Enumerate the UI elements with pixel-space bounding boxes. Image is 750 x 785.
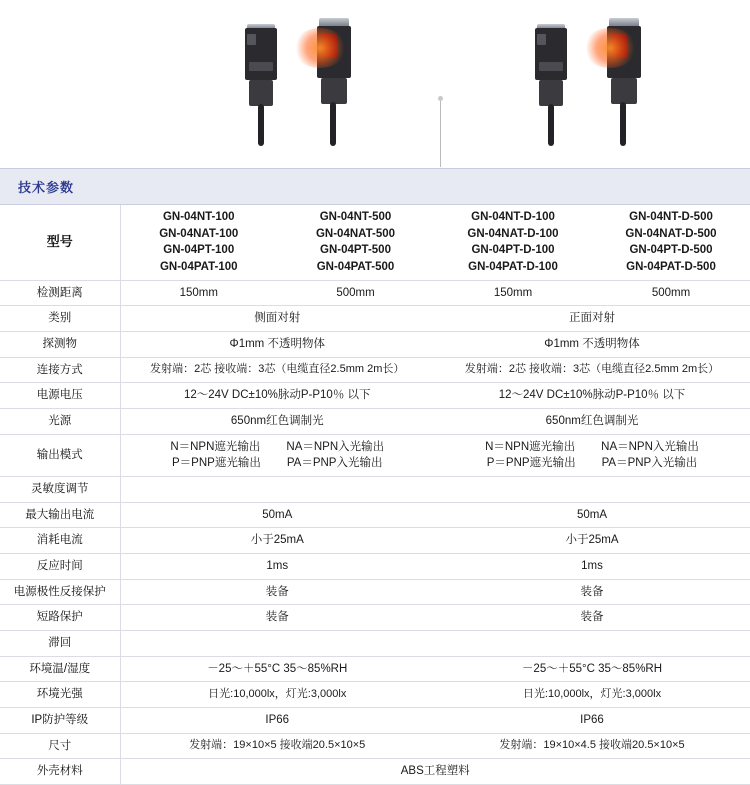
model-name: GN-04PT-100 xyxy=(163,244,235,257)
cell-value-output-left xyxy=(120,434,434,476)
table-row xyxy=(0,605,750,631)
cell-value: 小于25mA xyxy=(434,528,750,554)
model-cell-4 xyxy=(592,205,750,280)
row-label: 反应时间 xyxy=(0,554,120,580)
cell-value: 正面对射 xyxy=(434,306,750,332)
row-label: 短路保护 xyxy=(0,605,120,631)
row-label: 电源电压 xyxy=(0,383,120,409)
model-cell-2 xyxy=(277,205,434,280)
table-row xyxy=(0,477,750,503)
row-label: 最大输出电流 xyxy=(0,502,120,528)
cell-value: 发射端：19×10×4.5 接收端20.5×10×5 xyxy=(434,733,750,759)
cell-value: 装备 xyxy=(120,605,434,631)
sensor-brand-label xyxy=(249,62,273,71)
cell-value: 1ms xyxy=(120,554,434,580)
cell-value xyxy=(434,477,750,503)
cell-value: 发射端：2芯 接收端：3芯（电缆直径2.5mm 2m长） xyxy=(434,357,750,383)
row-label: 光源 xyxy=(0,409,120,435)
cell-value: 12～24V DC±10%脉动P-P10％ 以下 xyxy=(434,383,750,409)
table-row xyxy=(0,656,750,682)
sensor-light-glow-icon xyxy=(583,28,637,68)
table-row xyxy=(0,733,750,759)
model-cell-1 xyxy=(120,205,277,280)
cell-value: 1ms xyxy=(434,554,750,580)
cell-value: 150mm xyxy=(120,280,277,306)
table-row xyxy=(0,502,750,528)
row-label: 环境温/湿度 xyxy=(0,656,120,682)
sensor-light-glow-icon xyxy=(293,28,347,68)
model-name: GN-04PAT-D-500 xyxy=(626,261,716,274)
output-mode-p: P＝PNP遮光输出 xyxy=(172,457,261,470)
cell-value: 650nm红色调制光 xyxy=(120,409,434,435)
row-label: 环境光强 xyxy=(0,682,120,708)
row-label: 检测距离 xyxy=(0,280,120,306)
sensor-group-front xyxy=(505,0,665,168)
cell-value: 50mA xyxy=(434,502,750,528)
model-name: GN-04NAT-D-100 xyxy=(467,227,559,240)
cell-value: 小于25mA xyxy=(120,528,434,554)
cell-value: 侧面对射 xyxy=(120,306,434,332)
sensor-base xyxy=(321,78,347,104)
row-label: 尺寸 xyxy=(0,733,120,759)
table-row xyxy=(0,631,750,657)
sensor-side-notch xyxy=(537,34,546,45)
cell-value: 150mm xyxy=(434,280,592,306)
cell-value: 500mm xyxy=(277,280,434,306)
model-name: GN-04PAT-500 xyxy=(316,261,395,274)
row-label: 探测物 xyxy=(0,332,120,358)
output-mode-pa: PA＝PNP入光输出 xyxy=(601,457,698,470)
cell-value: 装备 xyxy=(120,579,434,605)
row-label: 外壳材料 xyxy=(0,759,120,785)
sensor-side-notch xyxy=(247,34,256,45)
cell-value: 日光:10,000lx，灯光:3,000lx xyxy=(120,682,434,708)
cell-value: 装备 xyxy=(434,579,750,605)
table-row xyxy=(0,708,750,734)
row-label: IP防护等级 xyxy=(0,708,120,734)
cell-value: 发射端：19×10×5 接收端20.5×10×5 xyxy=(120,733,434,759)
cell-value xyxy=(120,631,434,657)
table-row-model xyxy=(0,205,750,280)
sensor-cable xyxy=(330,102,336,146)
cell-value: 500mm xyxy=(592,280,750,306)
output-mode-na: NA＝NPN入光输出 xyxy=(601,440,699,453)
cell-value xyxy=(120,477,434,503)
sensor-base xyxy=(539,80,563,106)
row-label: 消耗电流 xyxy=(0,528,120,554)
cell-value: 50mA xyxy=(120,502,434,528)
row-label: 滞回 xyxy=(0,631,120,657)
sensor-cable xyxy=(258,104,264,146)
model-name: GN-04PT-D-100 xyxy=(471,244,555,257)
cell-value: Φ1mm 不透明物体 xyxy=(434,332,750,358)
cell-value: －25～＋55°C 35～85%RH xyxy=(120,656,434,682)
row-label: 输出模式 xyxy=(0,434,120,476)
table-row xyxy=(0,357,750,383)
cell-value: 装备 xyxy=(434,605,750,631)
model-name: GN-04NAT-500 xyxy=(315,227,396,240)
row-label: 连接方式 xyxy=(0,357,120,383)
output-mode-n: N＝NPN遮光输出 xyxy=(485,440,576,453)
cell-value: 发射端：2芯 接收端：3芯（电缆直径2.5mm 2m长） xyxy=(120,357,434,383)
model-name: GN-04NT-D-500 xyxy=(629,211,713,223)
output-mode-na: NA＝NPN入光输出 xyxy=(286,440,385,453)
output-mode-n: N＝NPN遮光输出 xyxy=(170,440,261,453)
sensor-base xyxy=(249,80,273,106)
table-row xyxy=(0,280,750,306)
output-mode-pa: PA＝PNP入光输出 xyxy=(286,457,383,470)
sensor-cable xyxy=(620,102,626,146)
table-row xyxy=(0,579,750,605)
spec-table xyxy=(0,205,750,785)
row-label: 灵敏度调节 xyxy=(0,477,120,503)
sensor-base xyxy=(611,78,637,104)
product-image-area xyxy=(0,0,750,168)
table-row xyxy=(0,528,750,554)
table-row xyxy=(0,682,750,708)
model-name: GN-04NT-500 xyxy=(319,211,392,223)
output-mode-p: P＝PNP遮光输出 xyxy=(486,457,576,470)
model-name: GN-04NT-D-100 xyxy=(471,211,555,223)
table-row xyxy=(0,409,750,435)
table-row xyxy=(0,759,750,785)
row-label: 电源极性反接保护 xyxy=(0,579,120,605)
model-name: GN-04NAT-100 xyxy=(159,227,239,240)
table-row xyxy=(0,383,750,409)
row-label: 类别 xyxy=(0,306,120,332)
cell-value: 650nm红色调制光 xyxy=(434,409,750,435)
spec-section xyxy=(0,168,750,785)
cell-value: IP66 xyxy=(434,708,750,734)
model-name: GN-04PT-500 xyxy=(320,244,391,257)
cell-value-output-right xyxy=(434,434,750,476)
model-name: GN-04NT-100 xyxy=(162,211,235,223)
model-cell-3 xyxy=(434,205,592,280)
row-label-model: 型号 xyxy=(0,205,120,280)
model-name: GN-04PT-D-500 xyxy=(629,244,713,257)
table-row xyxy=(0,554,750,580)
sensor-group-side xyxy=(215,0,375,168)
leader-line xyxy=(440,101,441,167)
cell-value xyxy=(434,631,750,657)
sensor-cable xyxy=(548,104,554,146)
cell-value: 日光:10,000lx，灯光:3,000lx xyxy=(434,682,750,708)
cell-value: 12～24V DC±10%脉动P-P10％ 以下 xyxy=(120,383,434,409)
cell-value: ABS工程塑料 xyxy=(120,759,750,785)
cell-value: Φ1mm 不透明物体 xyxy=(120,332,434,358)
model-name: GN-04PAT-100 xyxy=(159,261,238,274)
model-name: GN-04NAT-D-500 xyxy=(625,227,717,240)
cell-value: IP66 xyxy=(120,708,434,734)
table-row xyxy=(0,332,750,358)
spec-section-title: 技术参数 xyxy=(0,168,750,205)
table-row xyxy=(0,306,750,332)
model-name: GN-04PAT-D-100 xyxy=(468,261,558,274)
cell-value: －25～＋55°C 35～85%RH xyxy=(434,656,750,682)
sensor-brand-label xyxy=(539,62,563,71)
table-row-output-mode xyxy=(0,434,750,476)
